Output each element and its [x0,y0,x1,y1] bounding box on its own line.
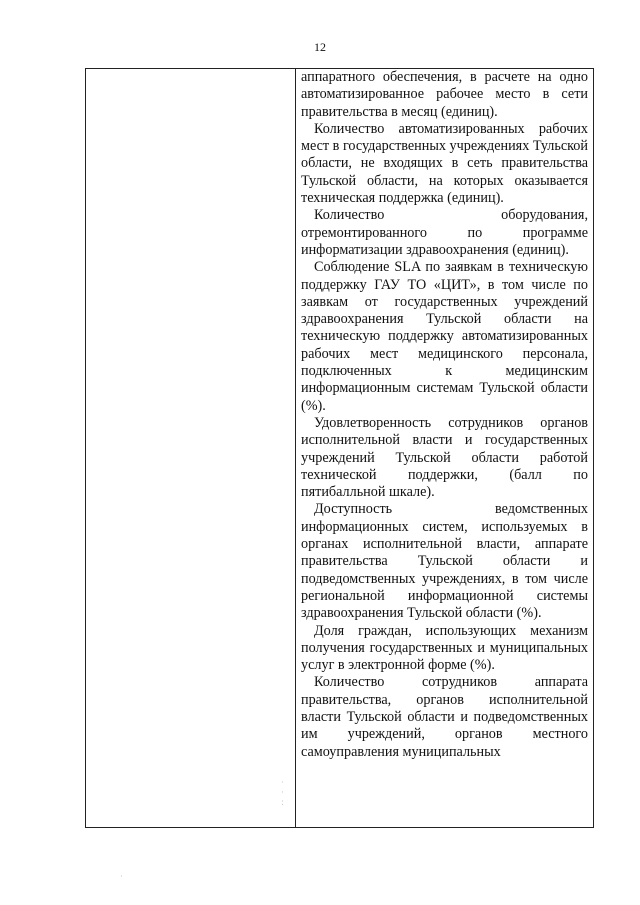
paragraph-sla-compliance: Соблюдение SLA по заявкам в техническую поддержку ГАУ ТО «ЦИТ», в том числе по заявкам от государственных учреждений здравоохранения Тульской области на техническую поддержку автоматизированных рабочих мест медицинского персонала, подключенных к медицинским информационным системам Тульской области (%). [301,259,588,414]
paragraph-workstations-supported: Количество автоматизированных рабочих мест в государственных учреждениях Тульской области, не входящих в сеть правительства Тульской области, на которых оказывается техническая поддержка (единиц). [301,120,588,207]
document-table [85,68,594,828]
table-left-column [86,69,296,827]
paragraph-staff-satisfaction: Удовлетворенность сотрудников органов исполнительной власти и государственных учреждений Тульской области работой технической поддержки, (балл по пятибалльной шкале). [301,414,588,501]
scan-artifact: · · : [281,778,285,808]
table-right-column [296,69,593,827]
paragraph-system-availability: Доступность ведомственных информационных систем, используемых в органах исполнительной власти, аппарате правительства Тульской области и подведомственных учреждениях, в том числе региональной информационной системы здравоохранения Тульской области (%). [301,501,588,622]
page-number: 12 [314,40,326,54]
paragraph-hardware-per-workstation: аппаратного обеспечения, в расчете на одно автоматизированное рабочее место в сети правительства в месяц (единиц). [301,69,588,120]
scan-artifact: · [120,872,123,882]
paragraph-staff-count: Количество сотрудников аппарата правительства, органов исполнительной власти Тульской области и подведомственных им учреждений, органов местного самоуправления муниципальных [301,674,588,760]
paragraph-equipment-repaired: Количество оборудования, отремонтированного по программе информатизации здравоохранения (единиц). [301,207,588,258]
paragraph-citizens-e-services: Доля граждан, использующих механизм получения государственных и муниципальных услуг в электронной форме (%). [301,622,588,674]
